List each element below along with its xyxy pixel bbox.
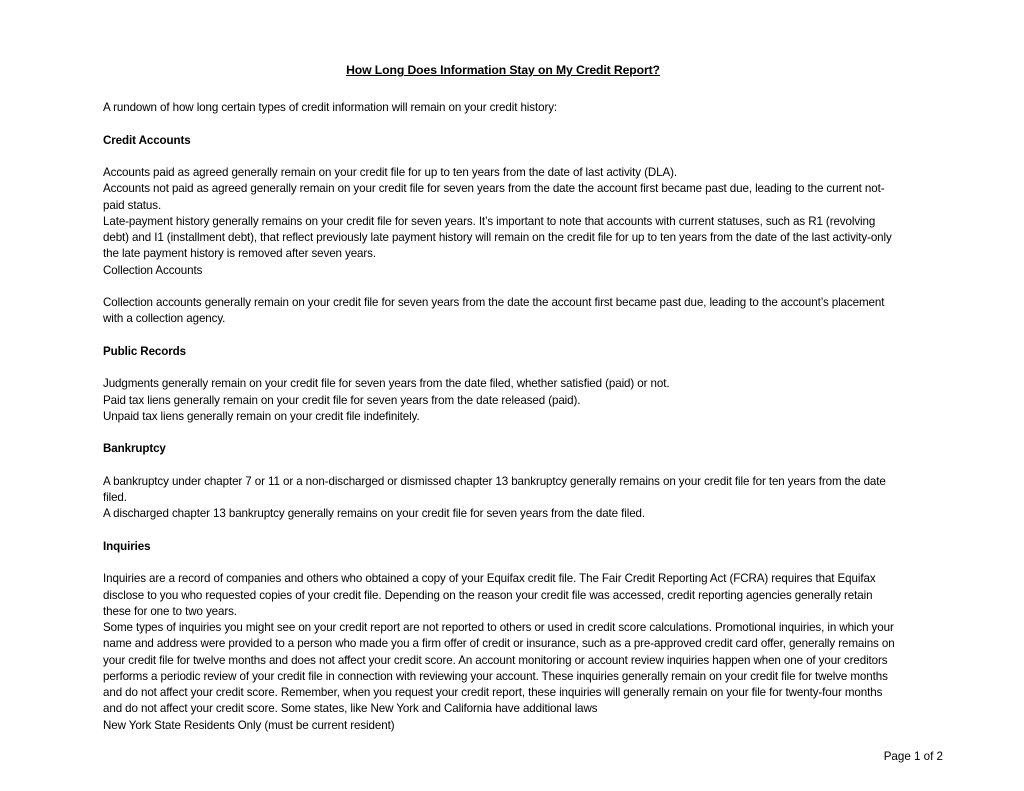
page-number: Page 1 of 2: [883, 750, 943, 763]
public-records-paragraph-1: Judgments generally remain on your credit file for seven years from the date filed, whether satisfied (paid) or not.: [103, 377, 670, 391]
bankruptcy-paragraph-2: A discharged chapter 13 bankruptcy generally remains on your credit file for seven years from the date filed.: [103, 507, 646, 521]
spacer: [103, 360, 903, 376]
public-records-paragraph-3: Unpaid tax liens generally remain on your credit file indefinitely.: [103, 409, 420, 423]
spacer: [103, 425, 903, 441]
section-heading-credit-accounts: Credit Accounts: [103, 133, 191, 147]
document-page: [103, 58, 903, 734]
inquiries-paragraph-3: New York State Residents Only (must be current resident): [103, 718, 395, 732]
inquiries-paragraph-1: Inquiries are a record of companies and others who obtained a copy of your Equifax credit file. The Fair Credit Reporting Act (FCRA) requires that Equifax disclose to you who requested copies of your credit file. Depending on the reason your credit file was accessed, credit reporting agencies generally retain these for one to two years.: [103, 572, 876, 618]
section-heading-public-records: Public Records: [103, 344, 187, 358]
document-title: How Long Does Information Stay on My Credit Report?: [346, 63, 660, 77]
inquiries-paragraph-2: Some types of inquiries you might see on your credit report are not reported to others or used in credit score calculations. Promotional inquiries, in which your name and address were provided to a person who made you a firm offer of credit or insurance, such as a pre-approved credit card offer, generally remains on your credit file for twelve months and does not affect your credit score. An account monitoring or account review inquiries happen when one of your creditors performs a periodic review of your credit file in connection with reviewing your account. These inquiries generally remain on your credit file for twelve months and do not affect your credit score. Remember, when you request your credit report, these inquiries will generally remain on your file for twenty-four months and do not affect your credit score. Some states, like New York and California have additional laws: [103, 621, 895, 716]
section-heading-bankruptcy: Bankruptcy: [103, 442, 166, 456]
spacer: [103, 279, 903, 295]
spacer: [103, 116, 903, 132]
collection-accounts-label: Collection Accounts: [103, 263, 203, 277]
section-heading-inquiries: Inquiries: [103, 539, 151, 553]
spacer: [103, 328, 903, 344]
intro-paragraph: A rundown of how long certain types of credit information will remain on your credit history:: [103, 101, 558, 114]
spacer: [103, 555, 903, 571]
collection-accounts-paragraph: Collection accounts generally remain on your credit file for seven years from the date the account first became past due, leading to the account’s placement with a collection agency.: [103, 296, 885, 326]
credit-accounts-paragraph-3: Late-payment history generally remains on your credit file for seven years. It’s important to note that accounts with current statuses, such as R1 (revolving debt) and I1 (installment debt), that reflect previously late payment history will remain on the credit file for up to ten years from the date of the last activity-only the late payment history is removed after seven years.: [103, 214, 892, 261]
spacer: [103, 523, 903, 539]
spacer: [103, 149, 903, 165]
credit-accounts-paragraph-2: Accounts not paid as agreed generally remain on your credit file for seven years from the date the account first became past due, leading to the current not-paid status.: [103, 182, 885, 212]
public-records-paragraph-2: Paid tax liens generally remain on your credit file for seven years from the date released (paid).: [103, 393, 581, 407]
credit-accounts-paragraph-1: Accounts paid as agreed generally remain on your credit file for up to ten years from the date of last activity (DLA).: [103, 166, 677, 179]
bankruptcy-paragraph-1: A bankruptcy under chapter 7 or 11 or a non-discharged or dismissed chapter 13 bankruptcy generally remains on your credit file for ten years from the date filed.: [103, 474, 886, 504]
spacer: [103, 458, 903, 474]
